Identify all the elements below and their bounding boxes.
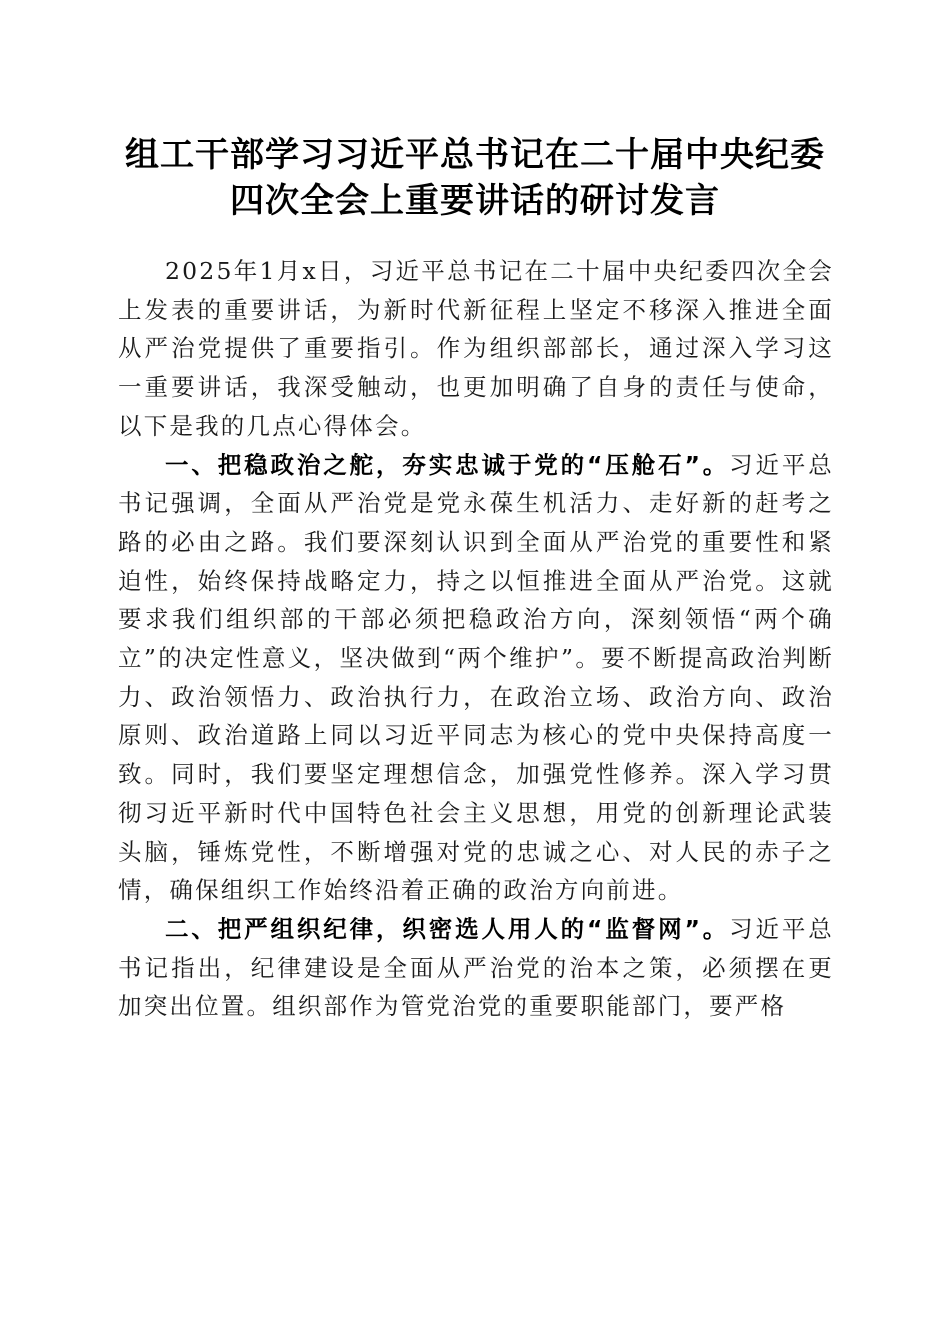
section-heading: 二、把严组织纪律，织密选人用人的“监督网”。 [165,914,730,943]
paragraph-section-2 [118,910,834,1026]
section-heading: 一、把稳政治之舵，夯实忠诚于党的“压舱石”。 [165,450,730,479]
paragraph-text: 习近平总书记指出，纪律建设是全面从严治党的治本之策，必须摆在更加突出位置。组织部作为管党治党的重要职能部门，要严格 [118,914,834,1021]
paragraph-intro [118,252,834,446]
title-line-1: 组工干部学习习近平总书记在二十届中央纪委 [125,135,825,175]
paragraph-text: 习近平总书记强调，全面从严治党是党永葆生机活力、走好新的赶考之路的必由之路。我们要深刻认识到全面从严治党的重要性和紧迫性，始终保持战略定力，持之以恒推进全面从严治党。这就要求我们组织部的干部必须把稳政治方向，深刻领悟“两个确立”的决定性意义，坚决做到“两个维护”。要不断提高政治判断力、政治领悟力、政治执行力，在政治立场、政治方向、政治原则、政治道路上同以习近平同志为核心的党中央保持高度一致。同时，我们要坚定理想信念，加强党性修养。深入学习贯彻习近平新时代中国特色社会主义思想，用党的创新理论武装头脑，锤炼党性，不断增强对党的忠诚之心、对人民的赤子之情，确保组织工作始终沿着正确的政治方向前进。 [118,450,834,905]
paragraph-text: 2025年1月x日，习近平总书记在二十届中央纪委四次全会上发表的重要讲话，为新时代新征程上坚定不移深入推进全面从严治党提供了重要指引。作为组织部部长，通过深入学习这一重要讲话，我深受触动，也更加明确了自身的责任与使命，以下是我的几点心得体会。 [118,257,834,440]
paragraph-section-1 [118,446,834,910]
title-line-2: 四次全会上重要讲话的研讨发言 [230,181,720,221]
document-body [118,252,834,1026]
document-title [110,132,840,224]
